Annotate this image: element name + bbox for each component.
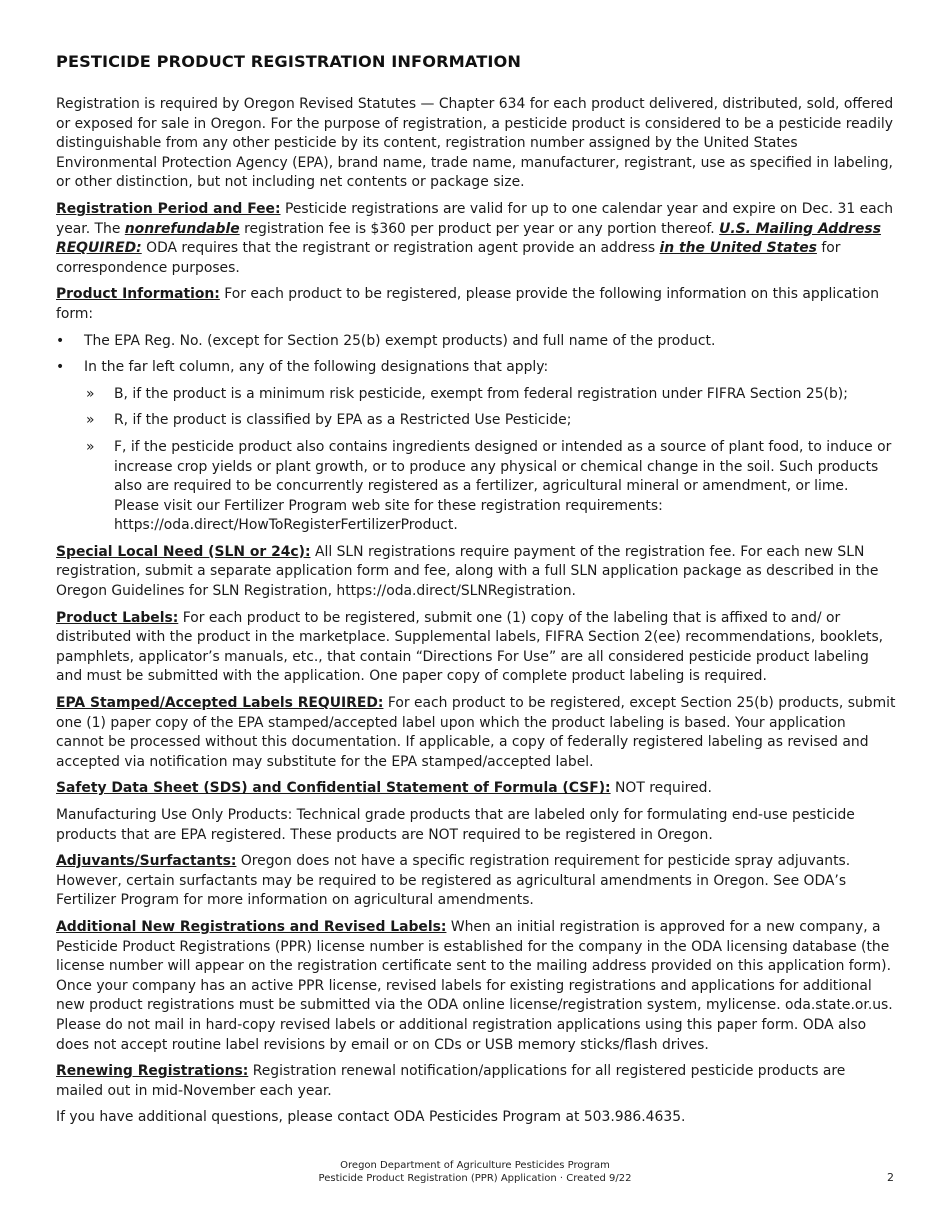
sln-paragraph: [56, 543, 896, 602]
footer-line-2: Pesticide Product Registration (PPR) Application · Created 9/22: [318, 1173, 632, 1184]
product-labels-paragraph: [56, 609, 896, 687]
epa-labels-heading: EPA Stamped/Accepted Labels REQUIRED:: [56, 695, 384, 712]
footer-line-1: Oregon Department of Agriculture Pesticides Program: [340, 1160, 610, 1171]
product-info-text: For each product to be registered, please provide the following information on this application form:: [56, 286, 880, 322]
registration-text-3: ODA requires that the registrant or registration agent provide an address: [141, 240, 660, 257]
renewing-heading: Renewing Registrations:: [56, 1063, 249, 1080]
product-labels-heading: Product Labels:: [56, 609, 179, 626]
document-page: [56, 52, 896, 1135]
manufacturing-paragraph: Manufacturing Use Only Products: Technical grade products that are labeled only for formulating end-use pesticide products that are EPA registered. These products are NOT required to be registered in Oregon.: [56, 807, 855, 843]
registration-period-heading: Registration Period and Fee:: [56, 200, 281, 217]
adjuvants-paragraph: [56, 852, 896, 911]
list-item-text: The EPA Reg. No. (except for Section 25(b) exempt products) and full name of the product.: [84, 332, 716, 349]
registration-text-2: registration fee is $360 per product per year or any portion thereof.: [239, 220, 720, 237]
united-states-emphasis: in the United States: [659, 240, 817, 257]
mailing-address-heading: U.S. Mailing Address REQUIRED:: [56, 220, 881, 257]
page-title: PESTICIDE PRODUCT REGISTRATION INFORMATION: [56, 52, 521, 71]
list-item-text: In the far left column, any of the following designations that apply:: [84, 359, 549, 376]
additional-registrations-paragraph: [56, 918, 896, 1055]
nonrefundable-emphasis: nonrefundable: [124, 220, 240, 237]
sds-heading: Safety Data Sheet (SDS) and Confidential Statement of Formula (CSF):: [56, 780, 611, 797]
designation-list: [84, 385, 896, 536]
product-info-heading: Product Information:: [56, 286, 220, 303]
designation-item-f: » F, if the pesticide product also contains ingredients designed or intended as a source of plant food, to induce or increase crop yields or plant growth, or to produce any physical or chemical change in the soil. Such products also are required to be concurrently registered as a fertilizer, agricultural mineral or amendment, or lime. Please visit our Fertilizer Program web site for these registration requirements: https://oda.direct/HowToRegisterFertilizerProduct.: [84, 438, 896, 536]
intro-paragraph: Registration is required by Oregon Revised Statutes — Chapter 634 for each product delivered, distributed, sold, offered or exposed for sale in Oregon. For the purpose of registration, a pesticide product is considered to be a pesticide readily distinguishable from any other pesticide by its content, registration number assigned by the United States Environmental Protection Agency (EPA), brand name, trade name, manufacturer, registrant, use as specified in labeling, or other distinction, but not including net contents or package size.: [56, 96, 894, 191]
sds-text: NOT required.: [610, 780, 712, 797]
renewing-text: Registration renewal notification/applications for all registered pesticide products are mailed out in mid-November each year.: [56, 1063, 846, 1099]
product-labels-text: For each product to be registered, submit one (1) copy of the labeling that is affixed to and/ or distributed with the product in the marketplace. Supplemental labels, FIFRA Section 2(ee) recommendations, booklets, pamphlets, applicator’s manuals, etc., that contain “Directions For Use” are all considered pesticide product labeling and must be submitted with the application. One paper copy of complete product labeling is required.: [56, 609, 884, 685]
renewing-paragraph: [56, 1062, 896, 1101]
product-info-list: [56, 332, 896, 536]
list-item: [56, 332, 896, 352]
page-number: 2: [887, 1171, 894, 1184]
list-item: [56, 358, 896, 536]
additional-registrations-text: When an initial registration is approved for a new company, a Pesticide Product Registrations (PPR) license number is established for the company in the ODA licensing database (the license number will appear on the registration certificate sent to the mailing address provided on this application form). Once your company has an active PPR license, revised labels for existing registrations and applications for additional new product registrations must be submitted via the ODA online license/registration system, mylicense. oda.state.or.us. Please do not mail in hard-copy revised labels or additional registration applications using this paper form. ODA also does not accept routine label revisions by email or on CDs or USB memory sticks/flash drives.: [56, 918, 893, 1053]
designation-item-b: » B, if the product is a minimum risk pesticide, exempt from federal registration under FIFRA Section 25(b);: [84, 385, 896, 405]
adjuvants-text: Oregon does not have a specific registration requirement for pesticide spray adjuvants. However, certain surfactants may be required to be registered as agricultural amendments in Oregon. See ODA’s Fertilizer Program for more information on agricultural amendments.: [56, 853, 851, 909]
sln-heading: Special Local Need (SLN or 24c):: [56, 543, 311, 560]
product-info-paragraph: [56, 285, 896, 324]
registration-text-1: Pesticide registrations are valid for up to one calendar year and expire on Dec. 31 each year. The: [56, 200, 894, 237]
additional-registrations-heading: Additional New Registrations and Revised Labels:: [56, 918, 447, 935]
designation-item-r: » R, if the product is classified by EPA as a Restricted Use Pesticide;: [84, 411, 896, 431]
epa-labels-paragraph: [56, 694, 896, 772]
epa-labels-text: For each product to be registered, except Section 25(b) products, submit one (1) paper copy of the EPA stamped/accepted label upon which the product labeling is based. Your application cannot be processed without this documentation. If applicable, a copy of federally registered labeling as revised and accepted via notification may substitute for the EPA stamped/accepted label.: [56, 695, 896, 770]
registration-text-4: for correspondence purposes.: [56, 240, 841, 276]
adjuvants-heading: Adjuvants/Surfactants:: [56, 853, 237, 870]
sln-text: All SLN registrations require payment of the registration fee. For each new SLN registration, submit a separate application form and fee, along with a full SLN application package as described in the Oregon Guidelines for SLN Registration, https://oda.direct/SLNRegistration.: [56, 543, 879, 600]
page-footer: [0, 1159, 950, 1185]
sds-paragraph: [56, 779, 896, 799]
contact-paragraph: If you have additional questions, please contact ODA Pesticides Program at 503.986.4635.: [56, 1109, 686, 1126]
registration-period-paragraph: [56, 200, 896, 278]
